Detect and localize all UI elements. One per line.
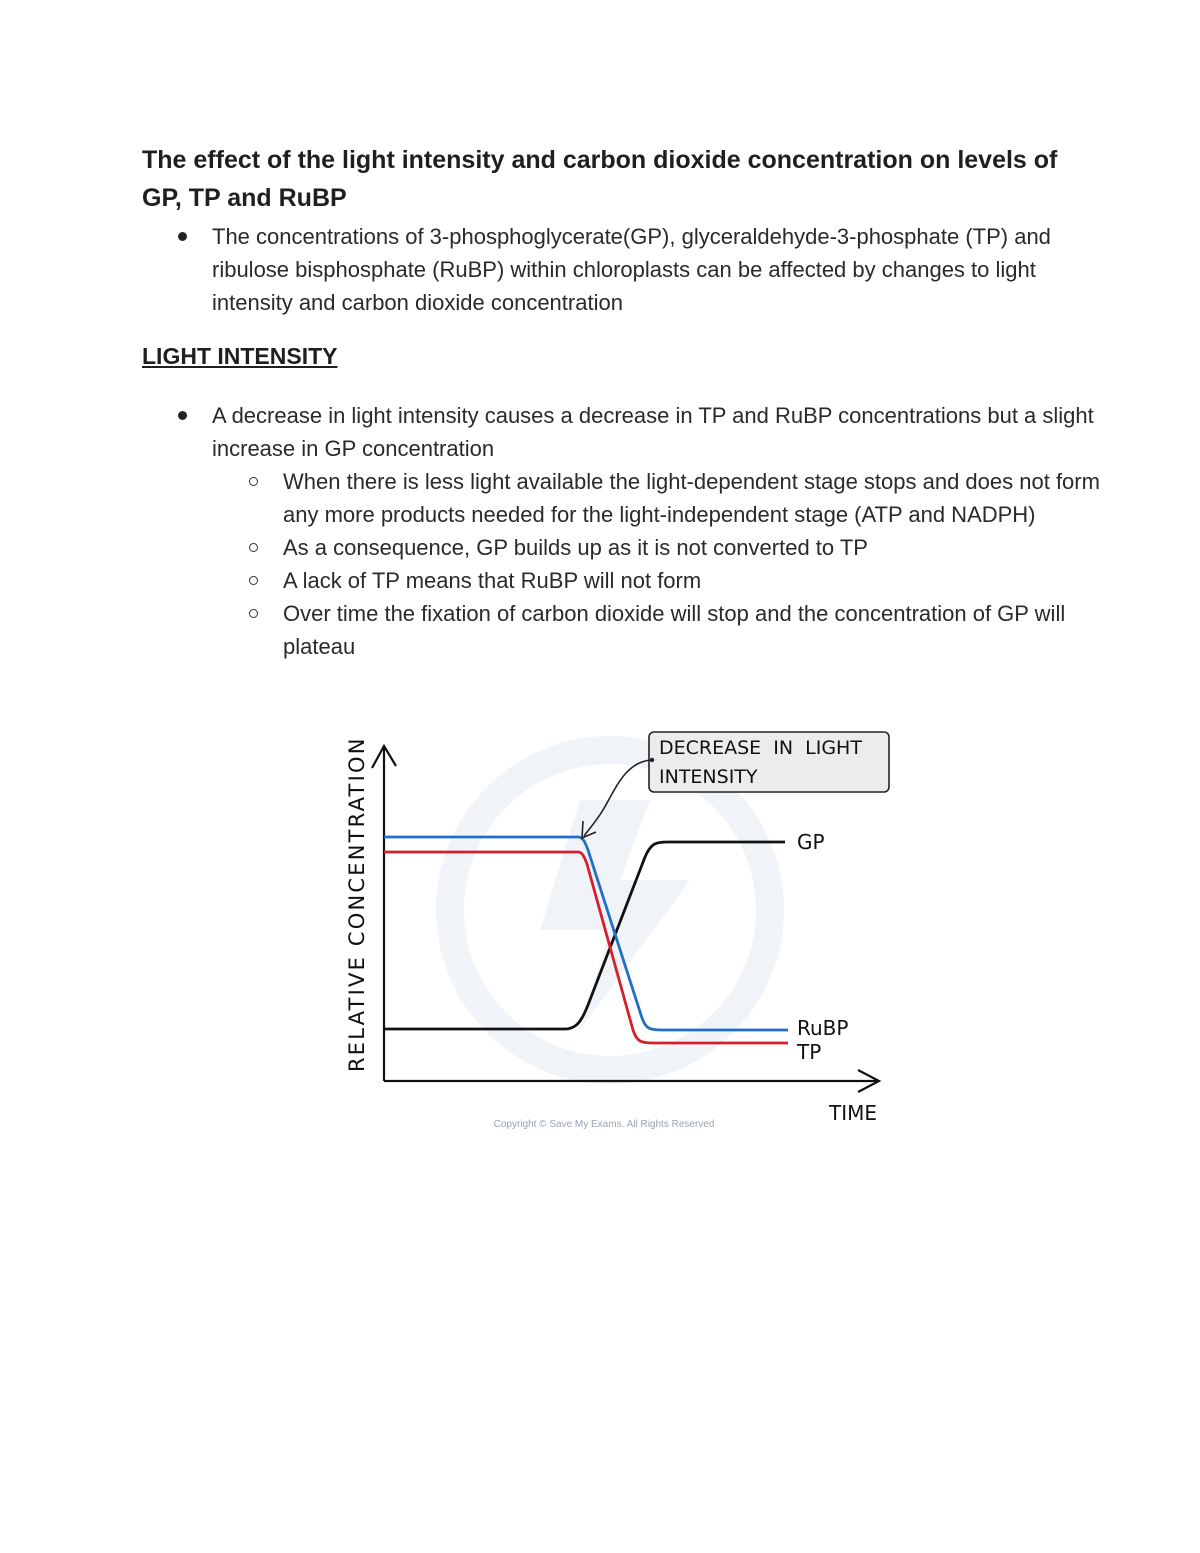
- page-heading: The effect of the light intensity and carbon dioxide concentration on levels of GP, TP and RuBP: [142, 146, 1058, 212]
- intro-list: [0, 220, 1100, 319]
- sub-list-item: [0, 465, 1100, 531]
- sub-list-item: [0, 597, 1100, 663]
- concentration-diagram: [300, 715, 920, 1145]
- bullet-ring-icon: [249, 543, 258, 552]
- bullet-dot-icon: [178, 232, 187, 241]
- gp-label: GP: [797, 830, 825, 854]
- sub-bullet-text: When there is less light available the light-dependent stage stops and does not form any more products needed for the light-independent stage (ATP and NADPH): [283, 469, 1100, 527]
- callout-line-1: DECREASE IN LIGHT: [659, 737, 862, 759]
- list-item: [0, 220, 1100, 319]
- y-axis-label: RELATIVE CONCENTRATION: [345, 736, 369, 1072]
- intro-bullet-text: The concentrations of 3-phosphoglycerate(GP), glyceraldehyde-3-phosphate (TP) and ribulose bisphosphate (RuBP) within chloroplasts can be affected by changes to light intensity and carbon dioxide concentration: [212, 224, 1051, 315]
- sub-bullet-text: A lack of TP means that RuBP will not form: [283, 568, 702, 593]
- x-axis-label: TIME: [829, 1101, 878, 1125]
- section-title: LIGHT INTENSITY: [142, 343, 338, 369]
- bullet-ring-icon: [249, 576, 258, 585]
- callout-line-2: INTENSITY: [659, 766, 758, 788]
- bullet-dot-icon: [178, 411, 187, 420]
- bullet-ring-icon: [249, 477, 258, 486]
- sub-list-item: [0, 564, 1100, 597]
- sub-bullet-text: As a consequence, GP builds up as it is not converted to TP: [283, 535, 868, 560]
- list-item: [0, 399, 1100, 465]
- sub-list-item: [0, 531, 1100, 564]
- light-bullet-text: A decrease in light intensity causes a decrease in TP and RuBP concentrations but a slight increase in GP concentration: [212, 403, 1094, 461]
- light-intensity-list: [0, 399, 1100, 663]
- tp-label: TP: [797, 1040, 822, 1064]
- rubp-label: RuBP: [797, 1016, 849, 1040]
- copyright-notice: Copyright © Save My Exams. All Rights Reserved: [493, 1119, 715, 1130]
- bullet-ring-icon: [249, 609, 258, 618]
- sub-bullet-text: Over time the fixation of carbon dioxide will stop and the concentration of GP will plateau: [283, 601, 1066, 659]
